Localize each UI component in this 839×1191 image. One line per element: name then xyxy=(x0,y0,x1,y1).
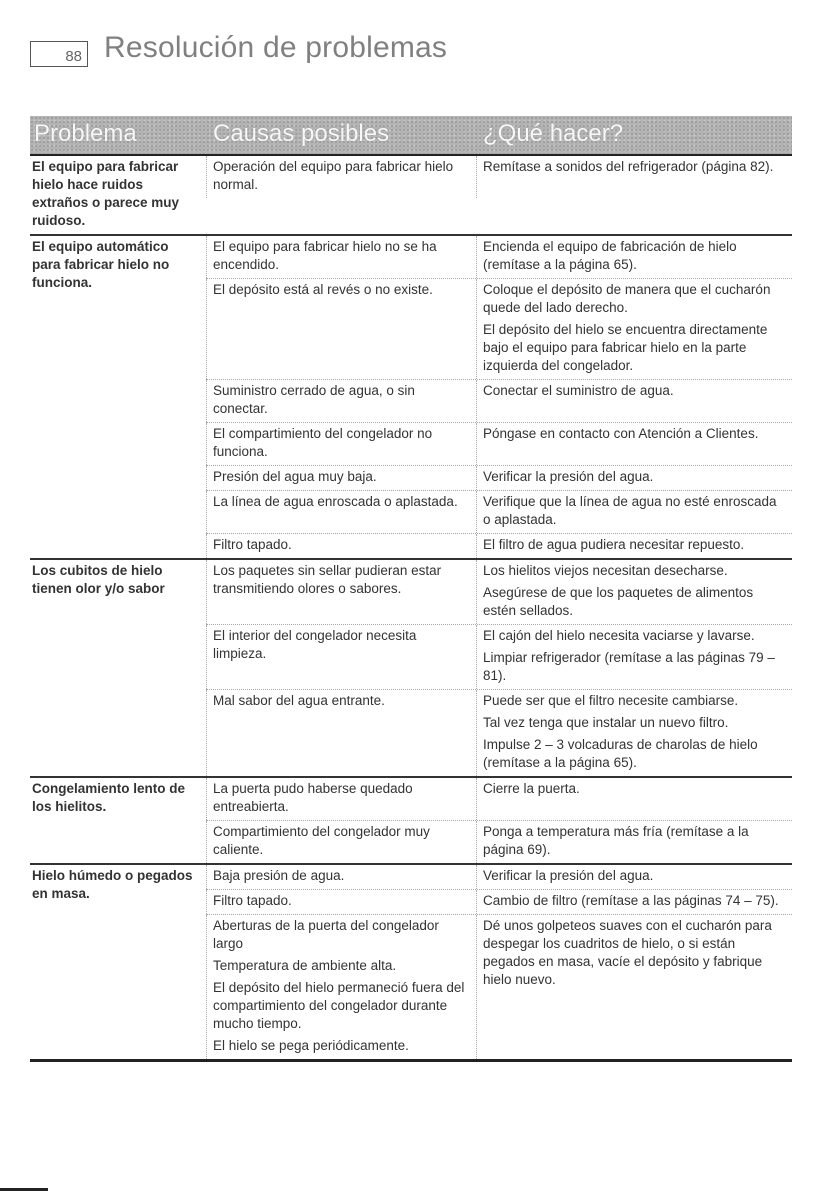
table-row xyxy=(206,821,792,863)
fix-cell xyxy=(476,890,792,914)
problem-label: Los cubitos de hielo tienen olor y/o sabor xyxy=(32,563,165,596)
cause-cell xyxy=(206,560,476,624)
page-number: 88 xyxy=(30,41,88,67)
cause-cell xyxy=(206,890,476,914)
problem-label: Congelamiento lento de los hielitos. xyxy=(32,781,186,814)
fix-cell xyxy=(476,156,792,198)
fix-text: Póngase en contacto con Atención a Clientes. xyxy=(483,426,759,441)
cause-text: Compartimiento del congelador muy caliente. xyxy=(213,824,430,857)
table-row xyxy=(206,236,792,279)
cause-text: Filtro tapado. xyxy=(213,537,292,552)
cause-text: El depósito del hielo permaneció fuera del compartimiento del congelador durante mucho tiempo. xyxy=(213,980,465,1031)
fix-cell xyxy=(476,865,792,889)
fix-cell xyxy=(476,625,792,689)
cause-cell xyxy=(206,279,476,379)
cause-fix-rows xyxy=(206,156,792,234)
cause-text: La puerta pudo haberse quedado entreabierta. xyxy=(213,781,413,814)
fix-cell xyxy=(476,423,792,465)
cause-text: Mal sabor del agua entrante. xyxy=(213,693,385,708)
cause-text: Operación del equipo para fabricar hielo normal. xyxy=(213,159,454,192)
problem-group xyxy=(30,560,792,778)
cause-cell xyxy=(206,423,476,465)
table-row xyxy=(206,491,792,534)
cause-text: El hielo se pega periódicamente. xyxy=(213,1038,409,1053)
fix-text: El cajón del hielo necesita vaciarse y lavarse. xyxy=(483,628,755,643)
problem-group xyxy=(30,865,792,1062)
cause-cell xyxy=(206,236,476,278)
table-row xyxy=(206,625,792,690)
cause-text: La línea de agua enroscada o aplastada. xyxy=(213,494,458,509)
fix-text: Limpiar refrigerador (remítase a las páginas 79 – 81). xyxy=(483,650,775,683)
cause-text: El equipo para fabricar hielo no se ha encendido. xyxy=(213,239,437,272)
fix-text: Tal vez tenga que instalar un nuevo filtro. xyxy=(483,715,729,730)
problem-group xyxy=(30,778,792,865)
cause-cell xyxy=(206,156,476,198)
troubleshooting-table xyxy=(30,156,792,1062)
table-row xyxy=(206,279,792,380)
fix-text: Dé unos golpeteos suaves con el cucharón para despegar los cuadritos de hielo, o si están pegados en masa, vacíe el depósito y fabrique hielo nuevo. xyxy=(483,918,772,987)
table-row xyxy=(206,690,792,776)
problem-label: El equipo automático para fabricar hielo no funciona. xyxy=(32,239,170,290)
fix-text: Verificar la presión del agua. xyxy=(483,868,654,883)
fix-text: Asegúrese de que los paquetes de alimentos estén sellados. xyxy=(483,585,754,618)
table-row xyxy=(206,156,792,198)
cause-fix-rows xyxy=(206,778,792,863)
fix-text: Encienda el equipo de fabricación de hielo (remítase a la página 65). xyxy=(483,239,737,272)
fix-cell xyxy=(476,534,792,558)
fix-cell xyxy=(476,690,792,776)
cause-cell xyxy=(206,915,476,1059)
table-header xyxy=(30,116,792,156)
fix-cell xyxy=(476,560,792,624)
cause-text: Aberturas de la puerta del congelador largo xyxy=(213,918,439,951)
table-row xyxy=(206,890,792,915)
fix-cell xyxy=(476,380,792,422)
cause-cell xyxy=(206,380,476,422)
fix-text: Conectar el suministro de agua. xyxy=(483,383,674,398)
fix-cell xyxy=(476,491,792,533)
cause-cell xyxy=(206,625,476,689)
table-row xyxy=(206,423,792,466)
cause-fix-rows xyxy=(206,236,792,558)
fix-text: Verificar la presión del agua. xyxy=(483,469,654,484)
cause-cell xyxy=(206,821,476,863)
fix-cell xyxy=(476,236,792,278)
fix-text: Los hielitos viejos necesitan desecharse. xyxy=(483,563,728,578)
page-title: Resolución de problemas xyxy=(104,31,448,64)
cause-cell xyxy=(206,491,476,533)
table-row xyxy=(206,865,792,890)
problem-group xyxy=(30,156,792,236)
table-row xyxy=(206,380,792,423)
cause-text: El interior del congelador necesita limpieza. xyxy=(213,628,417,661)
header-causes: Causas posibles xyxy=(213,120,390,147)
cause-cell xyxy=(206,778,476,820)
fix-text: El depósito del hielo se encuentra directamente bajo el equipo para fabricar hielo en la parte izquierda del congelador. xyxy=(483,322,768,373)
table-row xyxy=(206,778,792,821)
table-row xyxy=(206,534,792,558)
problem-label: El equipo para fabricar hielo hace ruidos extraños o parece muy ruidoso. xyxy=(32,159,180,228)
fix-text: Impulse 2 – 3 volcaduras de charolas de hielo (remítase a la página 65). xyxy=(483,737,758,770)
table-row xyxy=(206,466,792,491)
fix-text: Ponga a temperatura más fría (remítase a la página 69). xyxy=(483,824,749,857)
cause-cell xyxy=(206,466,476,490)
fix-text: El filtro de agua pudiera necesitar repuesto. xyxy=(483,537,745,552)
cause-text: Temperatura de ambiente alta. xyxy=(213,958,397,973)
page-header xyxy=(30,28,447,68)
fix-text: Remítase a sonidos del refrigerador (página 82). xyxy=(483,159,774,174)
fix-cell xyxy=(476,279,792,379)
header-action: ¿Qué hacer? xyxy=(483,120,624,147)
fix-text: Puede ser que el filtro necesite cambiarse. xyxy=(483,693,739,708)
cause-text: Los paquetes sin sellar pudieran estar transmitiendo olores o sabores. xyxy=(213,563,442,596)
fix-text: Cierre la puerta. xyxy=(483,781,580,796)
cause-text: Suministro cerrado de agua, o sin conectar. xyxy=(213,383,415,416)
cause-text: Filtro tapado. xyxy=(213,893,292,908)
fix-cell xyxy=(476,778,792,820)
table-row xyxy=(206,915,792,1059)
cause-cell xyxy=(206,534,476,558)
cause-fix-rows xyxy=(206,560,792,776)
fix-cell xyxy=(476,466,792,490)
cause-text: El depósito está al revés o no existe. xyxy=(213,282,433,297)
fix-text: Coloque el depósito de manera que el cucharón quede del lado derecho. xyxy=(483,282,771,315)
fix-text: Verifique que la línea de agua no esté enroscada o aplastada. xyxy=(483,494,777,527)
cause-text: Baja presión de agua. xyxy=(213,868,345,883)
cause-text: El compartimiento del congelador no funciona. xyxy=(213,426,433,459)
cause-fix-rows xyxy=(206,865,792,1059)
header-problem: Problema xyxy=(34,120,137,147)
cause-cell xyxy=(206,690,476,776)
table-row xyxy=(206,560,792,625)
problem-group xyxy=(30,236,792,560)
cause-text: Presión del agua muy baja. xyxy=(213,469,377,484)
fix-cell xyxy=(476,821,792,863)
problem-label: Hielo húmedo o pegados en masa. xyxy=(32,868,193,901)
fix-text: Cambio de filtro (remítase a las páginas 74 – 75). xyxy=(483,893,779,908)
cause-cell xyxy=(206,865,476,889)
fix-cell xyxy=(476,915,792,1059)
